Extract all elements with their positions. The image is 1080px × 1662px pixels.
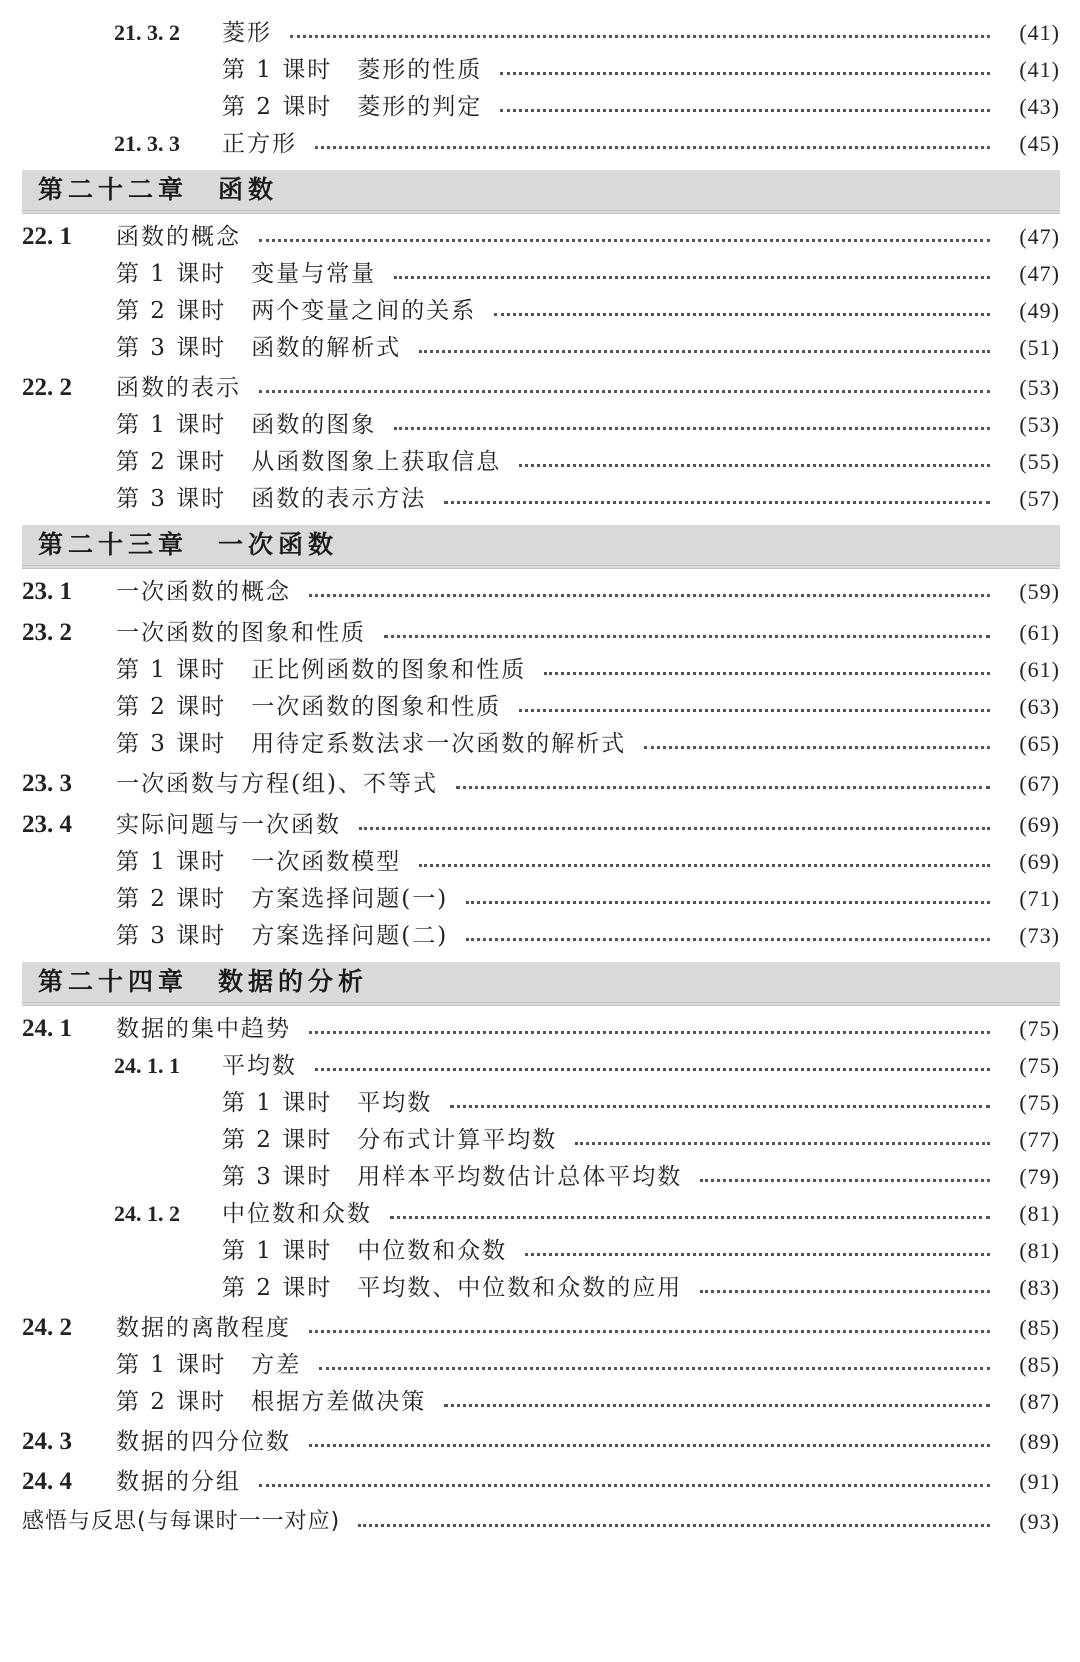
entry-title: 数据的四分位数 (116, 1429, 291, 1455)
dot-leader (309, 1012, 990, 1034)
section-number: 22. 1 (22, 223, 72, 250)
page-number: (81) (1019, 1201, 1060, 1226)
toc-entry[interactable] (0, 1348, 1080, 1382)
dot-leader (519, 690, 990, 712)
chapter-title: 第二十二章 函数 (38, 175, 279, 204)
dot-leader (315, 1049, 990, 1071)
page-number: (43) (1019, 94, 1060, 119)
section-number: 24. 1. 1 (114, 1053, 180, 1078)
entry-title: 数据的集中趋势 (116, 1016, 291, 1042)
page-number: (75) (1019, 1016, 1060, 1041)
entry-title: 菱形 (222, 20, 272, 46)
toc-entry[interactable] (0, 445, 1080, 479)
toc-entry[interactable] (0, 482, 1080, 516)
dot-leader (575, 1123, 990, 1145)
section-number: 23. 1 (22, 578, 72, 605)
section-number: 23. 4 (22, 811, 72, 838)
toc-entry[interactable] (0, 294, 1080, 328)
toc-entry[interactable] (0, 845, 1080, 879)
page-number: (75) (1019, 1053, 1060, 1078)
page-number: (41) (1019, 20, 1060, 45)
page-number: (87) (1019, 1389, 1060, 1414)
entry-title: 第 2 课时 两个变量之间的关系 (116, 298, 477, 324)
page-number: (41) (1019, 57, 1060, 82)
entry-title: 第 2 课时 从函数图象上获取信息 (116, 449, 502, 475)
dot-leader (525, 1234, 990, 1256)
dot-leader (700, 1160, 990, 1182)
dot-leader (544, 653, 990, 675)
page-number: (85) (1019, 1315, 1060, 1340)
entry-title: 第 1 课时 变量与常量 (116, 261, 377, 287)
page-number: (71) (1019, 886, 1060, 911)
dot-leader (466, 882, 990, 904)
entry-title: 数据的离散程度 (116, 1315, 291, 1341)
toc-entry[interactable] (0, 616, 1080, 650)
entry-title: 第 2 课时 根据方差做决策 (116, 1389, 427, 1415)
dot-leader (500, 90, 990, 112)
dot-leader (644, 727, 990, 749)
chapter-title: 第二十三章 一次函数 (38, 530, 339, 559)
entry-title: 第 1 课时 菱形的性质 (222, 57, 483, 83)
dot-leader (359, 808, 990, 830)
dot-leader (309, 575, 990, 597)
entry-title: 第 3 课时 用样本平均数估计总体平均数 (222, 1164, 683, 1190)
toc-entry[interactable] (0, 808, 1080, 842)
page-number: (81) (1019, 1238, 1060, 1263)
page-number: (53) (1019, 412, 1060, 437)
toc-entry[interactable] (0, 1197, 1080, 1231)
toc-entry[interactable] (0, 331, 1080, 365)
page-number: (61) (1019, 620, 1060, 645)
dot-leader (419, 845, 990, 867)
toc-entry[interactable] (0, 727, 1080, 761)
entry-title: 第 1 课时 平均数 (222, 1090, 433, 1116)
dot-leader (419, 331, 990, 353)
toc-entry[interactable] (0, 220, 1080, 254)
dot-leader (444, 1385, 990, 1407)
chapter-header (22, 525, 1060, 569)
entry-title: 第 1 课时 一次函数模型 (116, 849, 402, 875)
toc-entry[interactable] (0, 16, 1080, 50)
toc-entry[interactable] (0, 1012, 1080, 1046)
toc-entry[interactable] (0, 1271, 1080, 1305)
dot-leader (700, 1271, 990, 1293)
dot-leader (259, 371, 990, 393)
dot-leader (309, 1425, 990, 1447)
page-number: (59) (1019, 579, 1060, 604)
toc-entry[interactable] (0, 1425, 1080, 1459)
toc-entry[interactable] (0, 1049, 1080, 1083)
page-number: (69) (1019, 849, 1060, 874)
entry-title: 数据的分组 (116, 1469, 241, 1495)
page-number: (45) (1019, 131, 1060, 156)
dot-leader (500, 53, 990, 75)
entry-title: 一次函数的概念 (116, 579, 291, 605)
toc-entry[interactable] (0, 408, 1080, 442)
entry-title: 函数的概念 (116, 224, 241, 250)
chapter-title: 第二十四章 数据的分析 (38, 967, 369, 996)
section-number: 24. 2 (22, 1314, 72, 1341)
entry-title: 第 1 课时 函数的图象 (116, 412, 377, 438)
toc-entry[interactable] (0, 690, 1080, 724)
dot-leader (358, 1505, 990, 1527)
section-number: 23. 2 (22, 619, 72, 646)
entry-title: 第 2 课时 一次函数的图象和性质 (116, 694, 502, 720)
entry-title: 第 1 课时 中位数和众数 (222, 1238, 508, 1264)
dot-leader (456, 767, 990, 789)
toc-entry[interactable] (0, 53, 1080, 87)
page-number: (61) (1019, 657, 1060, 682)
page-number: (77) (1019, 1127, 1060, 1152)
toc-entry[interactable] (0, 919, 1080, 953)
dot-leader (384, 616, 990, 638)
toc-entry[interactable] (0, 127, 1080, 161)
toc-entry[interactable] (0, 1505, 1080, 1539)
toc-entry[interactable] (0, 90, 1080, 124)
toc-entry[interactable] (0, 653, 1080, 687)
toc-entry[interactable] (0, 1086, 1080, 1120)
entry-title: 一次函数的图象和性质 (116, 620, 366, 646)
section-number: 24. 1. 2 (114, 1201, 180, 1226)
dot-leader (394, 408, 990, 430)
chapter-header (22, 170, 1060, 214)
entry-title: 第 3 课时 函数的表示方法 (116, 486, 427, 512)
page-number: (51) (1019, 335, 1060, 360)
dot-leader (444, 482, 990, 504)
entry-title: 第 3 课时 用待定系数法求一次函数的解析式 (116, 731, 627, 757)
entry-title: 函数的表示 (116, 375, 241, 401)
page-number: (69) (1019, 812, 1060, 837)
dot-leader (394, 257, 990, 279)
page-number: (47) (1019, 261, 1060, 286)
entry-title: 第 3 课时 函数的解析式 (116, 335, 402, 361)
page-number: (65) (1019, 731, 1060, 756)
page-number: (55) (1019, 449, 1060, 474)
entry-title: 第 1 课时 方差 (116, 1352, 302, 1378)
section-number: 23. 3 (22, 770, 72, 797)
entry-title: 一次函数与方程(组)、不等式 (116, 771, 438, 797)
section-number: 24. 3 (22, 1428, 72, 1455)
page-number: (67) (1019, 771, 1060, 796)
entry-title: 正方形 (222, 131, 297, 157)
page-number: (93) (1019, 1509, 1060, 1534)
toc-entry[interactable] (0, 371, 1080, 405)
entry-title: 第 2 课时 菱形的判定 (222, 94, 483, 120)
dot-leader (315, 127, 990, 149)
page-number: (91) (1019, 1469, 1060, 1494)
section-number: 21. 3. 3 (114, 131, 180, 156)
dot-leader (494, 294, 990, 316)
toc-entry[interactable] (0, 1311, 1080, 1345)
section-number: 22. 2 (22, 374, 72, 401)
entry-title: 第 2 课时 方案选择问题(一) (116, 886, 449, 912)
entry-title: 实际问题与一次函数 (116, 812, 341, 838)
dot-leader (390, 1197, 990, 1219)
page-number: (53) (1019, 375, 1060, 400)
dot-leader (290, 16, 990, 38)
page-number: (89) (1019, 1429, 1060, 1454)
entry-title: 第 2 课时 分布式计算平均数 (222, 1127, 558, 1153)
toc-entry[interactable] (0, 882, 1080, 916)
page-number: (47) (1019, 224, 1060, 249)
chapter-header (22, 962, 1060, 1006)
page-number: (73) (1019, 923, 1060, 948)
entry-title: 平均数 (222, 1053, 297, 1079)
toc-entry[interactable] (0, 575, 1080, 609)
dot-leader (319, 1348, 990, 1370)
dot-leader (519, 445, 990, 467)
toc-entry[interactable] (0, 1465, 1080, 1499)
toc-entry[interactable] (0, 767, 1080, 801)
page-number: (57) (1019, 486, 1060, 511)
entry-title: 第 1 课时 正比例函数的图象和性质 (116, 657, 527, 683)
entry-title: 感悟与反思(与每课时一一对应) (22, 1509, 341, 1534)
toc-entry[interactable] (0, 1234, 1080, 1268)
dot-leader (450, 1086, 990, 1108)
toc-entry[interactable] (0, 1160, 1080, 1194)
section-number: 24. 4 (22, 1468, 72, 1495)
page-number: (75) (1019, 1090, 1060, 1115)
section-number: 24. 1 (22, 1015, 72, 1042)
page-number: (83) (1019, 1275, 1060, 1300)
dot-leader (259, 220, 990, 242)
entry-title: 中位数和众数 (222, 1201, 372, 1227)
dot-leader (259, 1465, 990, 1487)
dot-leader (309, 1311, 990, 1333)
toc-entry[interactable] (0, 1123, 1080, 1157)
section-number: 21. 3. 2 (114, 20, 180, 45)
page-number: (63) (1019, 694, 1060, 719)
page-number: (79) (1019, 1164, 1060, 1189)
toc-entry[interactable] (0, 257, 1080, 291)
toc-entry[interactable] (0, 1385, 1080, 1419)
entry-title: 第 2 课时 平均数、中位数和众数的应用 (222, 1275, 683, 1301)
page-number: (85) (1019, 1352, 1060, 1377)
entry-title: 第 3 课时 方案选择问题(二) (116, 923, 449, 949)
dot-leader (466, 919, 990, 941)
page-number: (49) (1019, 298, 1060, 323)
